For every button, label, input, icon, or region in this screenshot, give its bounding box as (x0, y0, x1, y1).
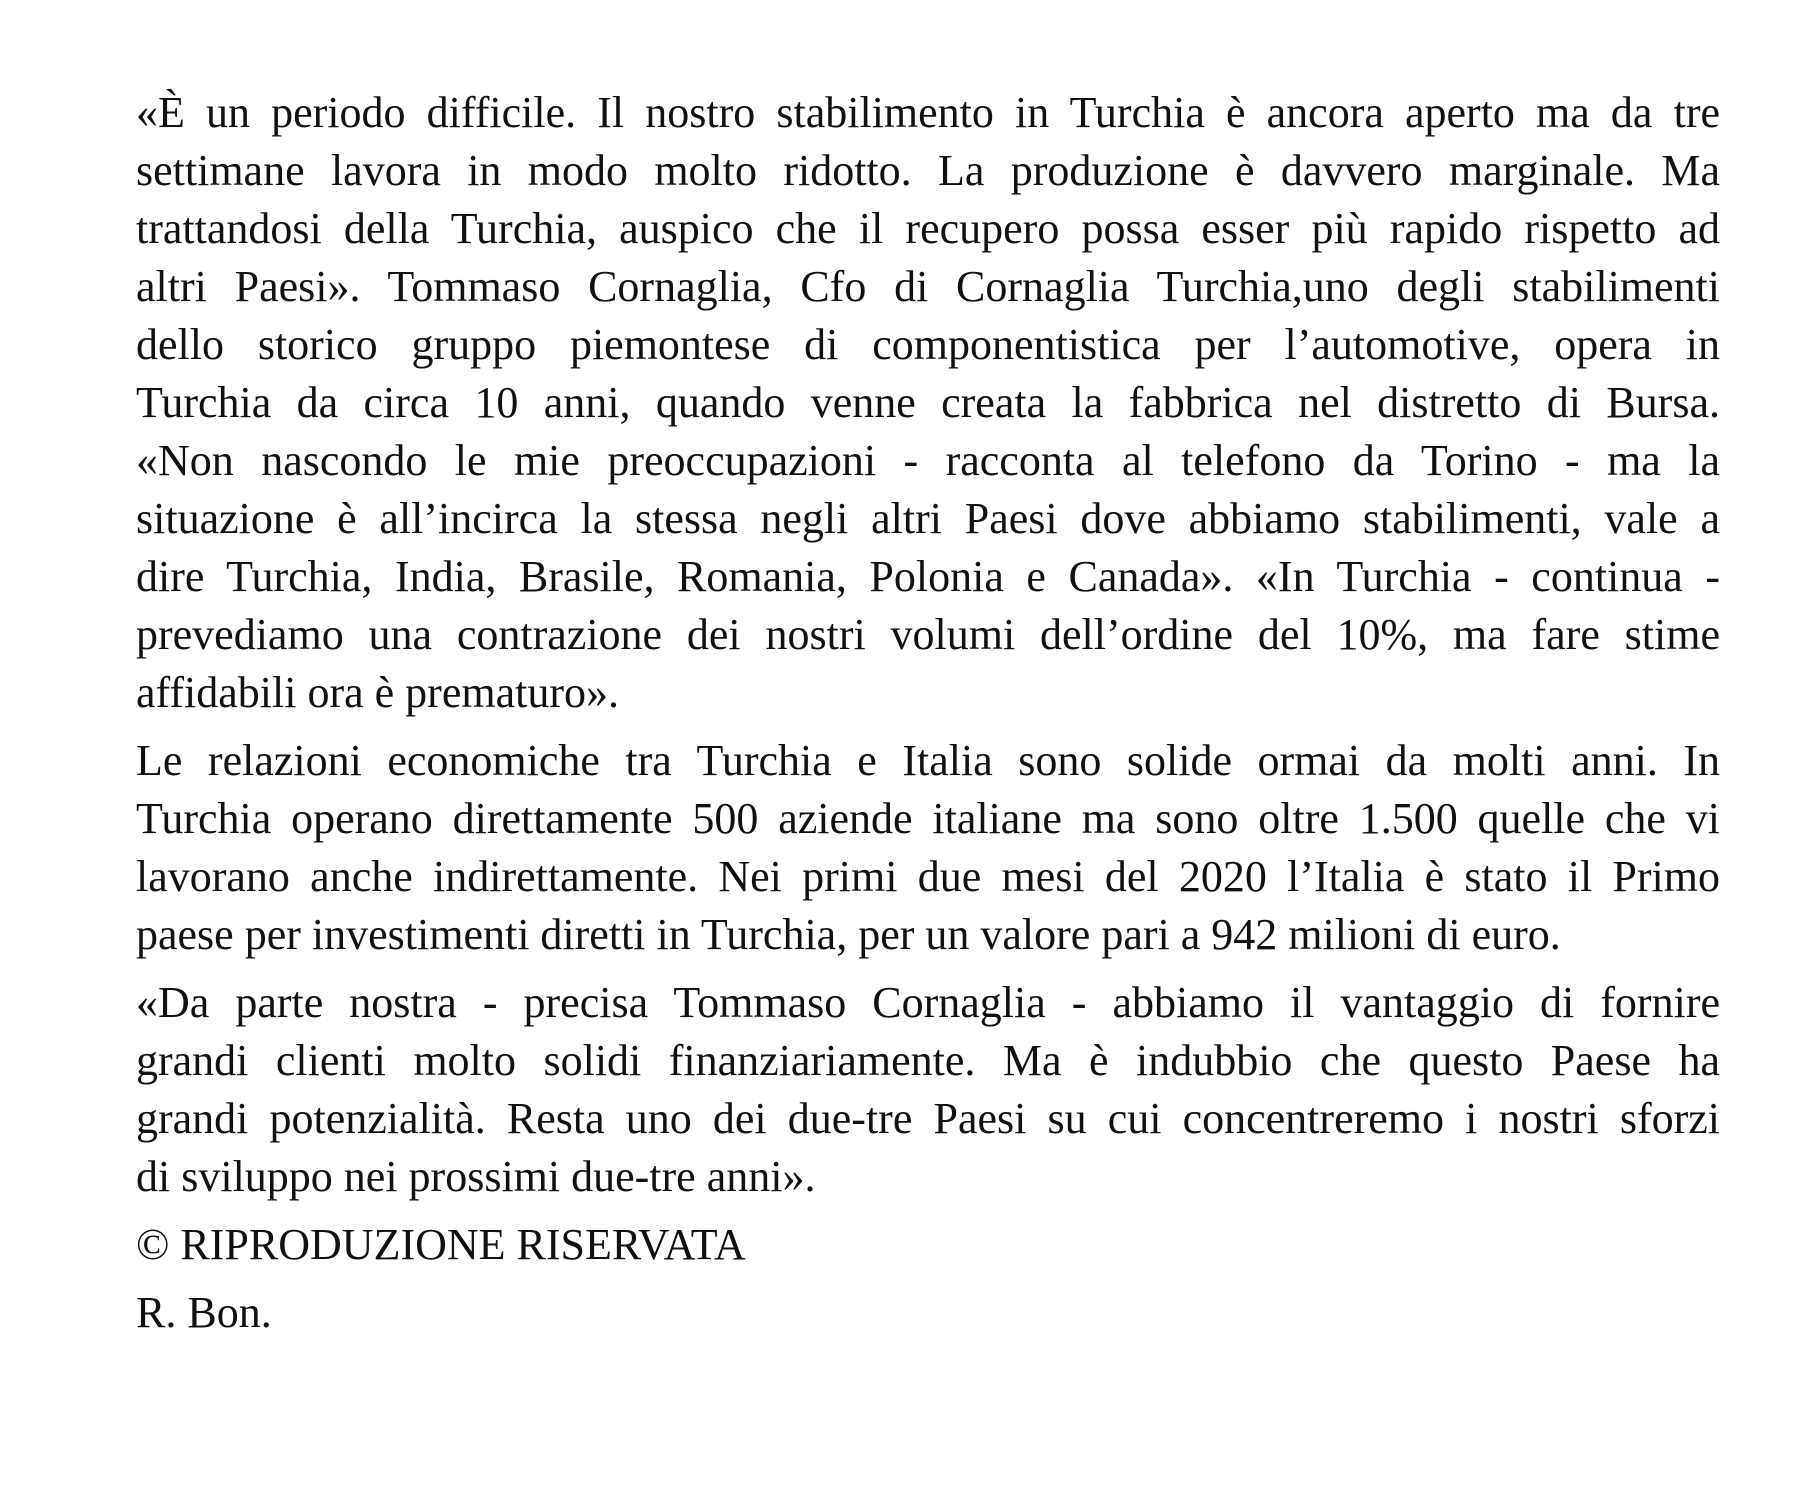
text-line: «Da parte nostra - precisa Tommaso Cornaglia - abbiamo il vantaggio di fornire (136, 978, 1720, 1027)
text-line: «È un periodo difficile. Il nostro stabilimento in Turchia è ancora aperto ma da tre (136, 88, 1720, 137)
text-line: «Non nascondo le mie preoccupazioni - racconta al telefono da Torino - ma la (136, 436, 1720, 485)
text-line: lavorano anche indirettamente. Nei primi due mesi del 2020 l’Italia è stato il Primo (136, 852, 1720, 901)
text-line: grandi clienti molto solidi finanziariamente. Ma è indubbio che questo Paese ha (136, 1036, 1720, 1085)
article-paragraph-2 (136, 732, 1720, 964)
text-line: altri Paesi». Tommaso Cornaglia, Cfo di Cornaglia Turchia,uno degli stabilimenti (136, 262, 1720, 311)
text-line: settimane lavora in modo molto ridotto. La produzione è davvero marginale. Ma (136, 146, 1720, 195)
copyright-notice: © RIPRODUZIONE RISERVATA (136, 1220, 746, 1269)
text-line: Turchia operano direttamente 500 aziende italiane ma sono oltre 1.500 quelle che vi (136, 794, 1720, 843)
article-paragraph-1 (136, 84, 1720, 722)
text-line: di sviluppo nei prossimi due-tre anni». (136, 1152, 816, 1201)
text-line: grandi potenzialità. Resta uno dei due-tre Paesi su cui concentreremo i nostri sforzi (136, 1094, 1720, 1143)
article-paragraph-3 (136, 974, 1720, 1206)
text-line: situazione è all’incirca la stessa negli altri Paesi dove abbiamo stabilimenti, vale a (136, 494, 1720, 543)
text-line: dire Turchia, India, Brasile, Romania, Polonia e Canada». «In Turchia - continua - (136, 552, 1720, 601)
text-line: Le relazioni economiche tra Turchia e Italia sono solide ormai da molti anni. In (136, 736, 1720, 785)
text-line: prevediamo una contrazione dei nostri volumi dell’ordine del 10%, ma fare stime (136, 610, 1720, 659)
text-line: dello storico gruppo piemontese di componentistica per l’automotive, opera in (136, 320, 1720, 369)
text-line: Turchia da circa 10 anni, quando venne creata la fabbrica nel distretto di Bursa. (136, 378, 1720, 427)
text-line: paese per investimenti diretti in Turchia, per un valore pari a 942 milioni di euro. (136, 910, 1561, 959)
text-line: trattandosi della Turchia, auspico che il recupero possa esser più rapido rispetto ad (136, 204, 1720, 253)
article-body (136, 84, 1720, 1342)
author-signature: R. Bon. (136, 1288, 272, 1337)
text-line: affidabili ora è prematuro». (136, 668, 619, 717)
